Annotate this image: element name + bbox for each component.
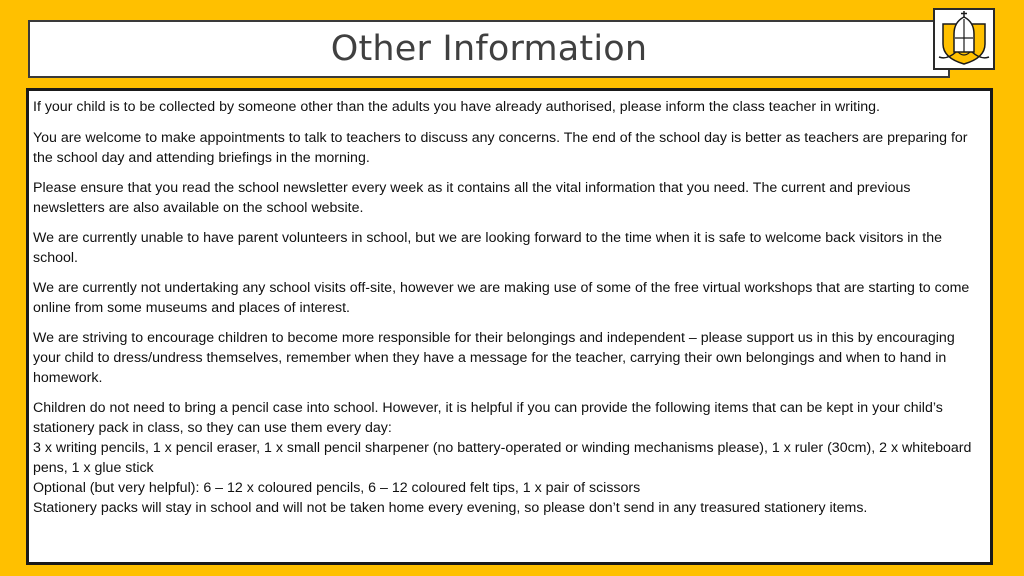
- paragraph-stationery: [33, 398, 986, 518]
- stationery-intro: Children do not need to bring a pencil case into school. However, it is helpful if you can provide the following items that can be kept in your child’s stationery pack in class, so they can use them every day:: [33, 400, 943, 436]
- school-crest-icon: [935, 10, 993, 68]
- school-logo: [933, 8, 995, 70]
- paragraph-visits: We are currently not undertaking any school visits off-site, however we are making use of some of the free virtual workshops that are starting to come online from some museums and places of interest.: [33, 280, 970, 316]
- paragraph-collection: If your child is to be collected by someone other than the adults you have already authorised, please inform the class teacher in writing.: [33, 99, 880, 115]
- paragraph-newsletter: Please ensure that you read the school newsletter every week as it contains all the vital information that you need. The current and previous newsletters are also available on the school website.: [33, 180, 911, 216]
- stationery-required-list: 3 x writing pencils, 1 x pencil eraser, 1 x small pencil sharpener (no battery-operated or winding mechanisms please), 1 x ruler (30cm), 2 x whiteboard pens, 1 x glue stick: [33, 440, 972, 476]
- stationery-optional-list: Optional (but very helpful): 6 – 12 x coloured pencils, 6 – 12 coloured felt tips, 1 x pair of scissors: [33, 480, 641, 496]
- paragraph-appointments: You are welcome to make appointments to talk to teachers to discuss any concerns. The end of the school day is better as teachers are preparing for the school day and attending briefings in the morning.: [33, 130, 968, 166]
- stationery-closing: Stationery packs will stay in school and will not be taken home every evening, so please don’t send in any treasured stationery items.: [33, 500, 868, 516]
- paragraph-independence: We are striving to encourage children to become more responsible for their belongings and independent – please support us in this by encouraging your child to dress/undress themselves, remember when they have a message for the teacher, carrying their own belongings and when to hand in homework.: [33, 330, 955, 386]
- information-panel: [26, 88, 993, 565]
- page-title: Other Information: [330, 29, 648, 69]
- paragraph-volunteers: We are currently unable to have parent volunteers in school, but we are looking forward to the time when it is safe to welcome back visitors in the school.: [33, 230, 942, 266]
- title-box: [28, 20, 950, 78]
